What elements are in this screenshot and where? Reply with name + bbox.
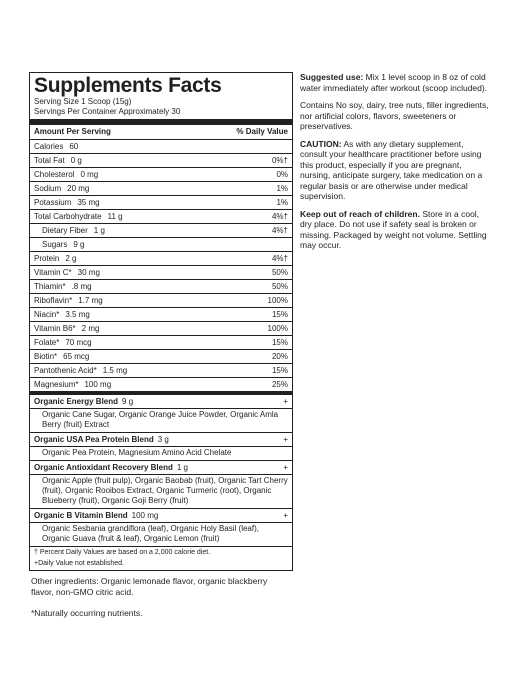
nutrient-daily-value: 25%: [271, 380, 288, 389]
blend-daily-value: +: [283, 435, 288, 444]
nutrient-label: Folate*: [34, 338, 60, 347]
nutrient-daily-value: 4%†: [271, 226, 288, 235]
blend-ingredients: Organic Cane Sugar, Organic Orange Juice Powder, Organic Amla Berry (fruit) Extract: [30, 409, 292, 433]
blend-amount: 3 g: [157, 435, 169, 444]
nutrient-name: [34, 184, 89, 194]
nutrient-amount: 0 mg: [80, 170, 99, 179]
nutrient-label: Sugars: [42, 240, 68, 249]
nutrient-daily-value: 15%: [271, 366, 288, 375]
nutrient-amount: 1.7 mg: [78, 296, 103, 305]
header-amount-per-serving: Amount Per Serving: [34, 127, 111, 136]
nutrient-name: [34, 198, 100, 208]
nutrient-amount: 3.5 mg: [65, 310, 90, 319]
nutrient-amount: 100 mg: [84, 380, 112, 389]
nutrient-row: [30, 336, 292, 350]
nutrient-daily-value: 0%†: [271, 156, 288, 165]
nutrient-name: [34, 310, 90, 320]
nutrient-amount: 65 mcg: [63, 352, 90, 361]
blend-amount: 100 mg: [131, 511, 159, 520]
nutrient-label: Biotin*: [34, 352, 58, 361]
nutrient-row: [30, 252, 292, 266]
nutrient-amount: 11 g: [107, 212, 123, 221]
nutrient-row: [30, 140, 292, 154]
nutrient-row: [30, 350, 292, 364]
nutrient-amount: 60: [69, 142, 79, 151]
footnote-daily-values: † Percent Daily Values are based on a 2,000 calorie diet.: [34, 549, 211, 556]
nutrient-label: Total Fat: [34, 156, 65, 165]
nutrient-daily-value: 15%: [271, 310, 288, 319]
nutrient-name: [34, 338, 92, 348]
nutrient-name: [34, 296, 103, 306]
nutrient-daily-value: 1%: [276, 198, 288, 207]
nutrient-row: [30, 196, 292, 210]
nutrient-daily-value: 100%: [267, 296, 288, 305]
nutrient-row: [30, 266, 292, 280]
nutrient-name: [34, 380, 111, 390]
nutrient-amount: 2 g: [65, 254, 77, 263]
keep-out-label: Keep out of reach of children.: [300, 208, 420, 219]
footnote-not-established: +Daily Value not established.: [34, 559, 124, 567]
nutrient-row: [30, 378, 292, 392]
suggested-use: [300, 72, 490, 93]
nutrient-label: Vitamin C*: [34, 268, 72, 277]
nutrient-daily-value: 50%: [271, 268, 288, 277]
nutrient-name: [34, 366, 127, 376]
caution-text: As with any dietary supplement, consult your healthcare practitioner before using this product, especially if you are pregnant, nursing, anticipate surgery, take medication on a regular basis or are otherwise under medical supervision.: [300, 138, 483, 201]
blend-title: [34, 463, 188, 473]
nutrient-name: [34, 212, 123, 222]
nutrient-row: [30, 294, 292, 308]
nutrient-label: Calories: [34, 142, 64, 151]
nutrient-daily-value: 15%: [271, 338, 288, 347]
nutrient-label: Thiamin*: [34, 282, 66, 291]
nutrient-label: Niacin*: [34, 310, 60, 319]
nutrient-amount: 1 g: [93, 226, 105, 235]
supplement-facts-panel: [29, 72, 293, 571]
suggested-use-label: Suggested use:: [300, 72, 364, 82]
blend-amount: 9 g: [122, 397, 134, 406]
suggested-use-text: Mix 1 level scoop in 8 oz of cold water immediately after workout (scoop included).: [300, 72, 488, 93]
nutrient-label: Total Carbohydrate: [34, 212, 102, 221]
nutrient-amount: 30 mg: [77, 268, 100, 277]
blend-header: [30, 395, 292, 409]
nutrient-amount: .8 mg: [71, 282, 92, 291]
storage-statement: [300, 209, 490, 251]
nutrient-label: Riboflavin*: [34, 296, 73, 305]
blend-daily-value: +: [283, 511, 288, 520]
blend-header: [30, 509, 292, 523]
usage-info-column: [300, 72, 490, 258]
nutrient-row: [30, 168, 292, 182]
blend-list: [30, 395, 292, 547]
blend-ingredients: Organic Pea Protein, Magnesium Amino Acid Chelate: [30, 447, 292, 461]
nutrient-amount: 9 g: [73, 240, 85, 249]
nutrient-row: [30, 280, 292, 294]
panel-title: Supplements Facts: [34, 74, 222, 97]
blend-header: [30, 461, 292, 475]
nutrient-label: Magnesium*: [34, 380, 79, 389]
blend-daily-value: +: [283, 397, 288, 406]
contains-statement: Contains No soy, dairy, tree nuts, filler ingredients, nor artificial colors, flavors, sweeteners or preservatives.: [300, 100, 489, 131]
nutrient-label: Dietary Fiber: [42, 226, 88, 235]
header-daily-value: % Daily Value: [236, 127, 288, 136]
nutrient-amount: 0 g: [70, 156, 82, 165]
blend-title: [34, 511, 158, 521]
nutrient-amount: 70 mcg: [65, 338, 92, 347]
nutrient-label: Cholesterol: [34, 170, 75, 179]
nutrient-daily-value: 1%: [276, 184, 288, 193]
nutrient-amount: 1.5 mg: [102, 366, 128, 375]
nutrient-daily-value: 100%: [267, 324, 288, 333]
servings-per-container: Servings Per Container Approximately 30: [34, 107, 181, 116]
nutrient-name: [34, 156, 82, 166]
blend-title: [34, 435, 169, 445]
nutrient-amount: 20 mg: [67, 184, 90, 193]
nutrient-label: Pantothenic Acid*: [34, 366, 97, 375]
caution-label: CAUTION:: [300, 138, 342, 149]
nutrient-name: [34, 352, 89, 362]
nutrient-name: [34, 268, 100, 278]
nutrient-amount: 35 mg: [77, 198, 100, 207]
blend-name: Organic USA Pea Protein Blend: [34, 435, 154, 444]
nutrient-row: [30, 308, 292, 322]
nutrient-row: [30, 238, 292, 252]
nutrient-name: [34, 170, 98, 180]
blend-name: Organic Antioxidant Recovery Blend: [34, 463, 173, 472]
nutrient-name: [34, 282, 92, 292]
nutrient-rows: [30, 140, 292, 392]
nutrient-row: [30, 364, 292, 378]
nutrient-row: [30, 224, 292, 238]
nutrient-row: [30, 210, 292, 224]
nutrient-label: Potassium: [34, 198, 72, 207]
nutrient-daily-value: 4%†: [271, 212, 288, 221]
nutrient-name: [34, 142, 78, 152]
nutrient-label: Vitamin B6*: [34, 324, 76, 333]
blend-header: [30, 433, 292, 447]
naturally-occurring-note: *Naturally occurring nutrients.: [31, 608, 143, 618]
nutrient-name: [34, 240, 84, 250]
blend-title: [34, 397, 133, 407]
blend-amount: 1 g: [176, 463, 188, 472]
nutrient-daily-value: 20%: [271, 352, 288, 361]
blend-name: Organic Energy Blend: [34, 397, 119, 406]
blend-daily-value: +: [283, 463, 288, 472]
storage-text: Store in a cool, dry place. Do not use if safety seal is broken or missing. Packaged by weight not volume. Settling may occur.: [300, 208, 487, 250]
nutrient-label: Sodium: [34, 184, 62, 193]
nutrient-daily-value: 50%: [271, 282, 288, 291]
caution-statement: [300, 139, 490, 202]
nutrient-row: [30, 322, 292, 336]
blend-name: Organic B Vitamin Blend: [34, 511, 128, 520]
column-header: [30, 125, 292, 140]
nutrient-name: [34, 324, 99, 334]
nutrient-name: [34, 226, 105, 236]
blend-ingredients: Organic Apple (fruit pulp), Organic Baobab (fruit), Organic Tart Cherry (fruit), Organic Rooibos Extract, Organic Turmeric (root), Organic Blueberry (fruit), Organic Goji Berry (fruit): [30, 475, 292, 509]
serving-size: Serving Size 1 Scoop (15g): [34, 97, 132, 106]
nutrient-name: [34, 254, 76, 264]
nutrient-amount: 2 mg: [81, 324, 100, 333]
nutrient-label: Protein: [34, 254, 60, 263]
nutrient-daily-value: 4%†: [271, 254, 288, 263]
nutrient-row: [30, 154, 292, 168]
nutrient-daily-value: 0%: [276, 170, 288, 179]
nutrient-row: [30, 182, 292, 196]
blend-ingredients: Organic Sesbania grandiflora (leaf), Organic Holy Basil (leaf), Organic Guava (fruit & leaf), Organic Lemon (fruit): [30, 523, 292, 547]
other-ingredients: Other ingredients: Organic lemonade flavor, organic blackberry flavor, non-GMO citric acid.: [31, 576, 268, 597]
